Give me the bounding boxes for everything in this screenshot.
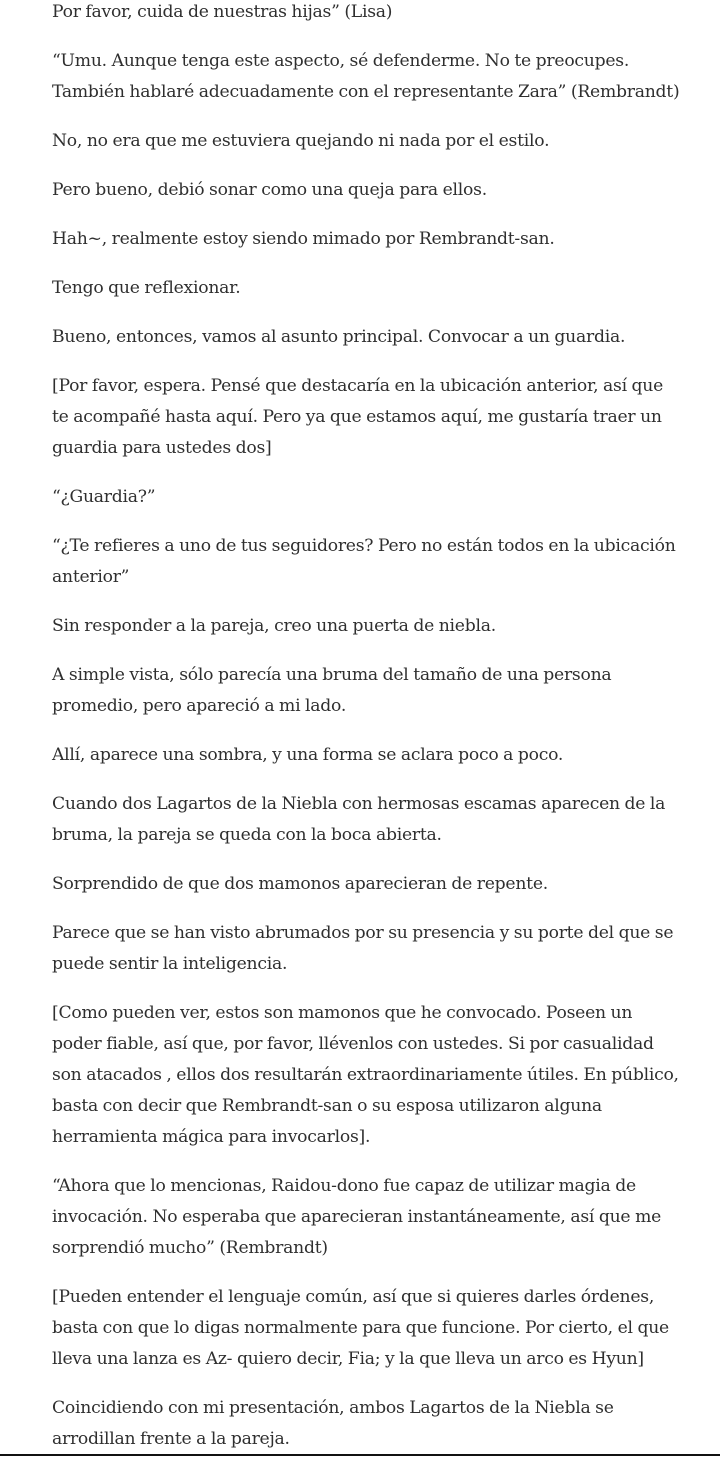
paragraph: A simple vista, sólo parecía una bruma del tamaño de una persona promedio, pero apareció a mi lado.	[52, 665, 612, 716]
paragraph: No, no era que me estuviera quejando ni nada por el estilo.	[52, 131, 550, 151]
paragraph: Bueno, entonces, vamos al asunto principal. Convocar a un guardia.	[52, 327, 626, 347]
paragraph: Sin responder a la pareja, creo una puerta de niebla.	[52, 616, 496, 636]
paragraph: “Ahora que lo mencionas, Raidou-dono fue capaz de utilizar magia de invocación. No esperaba que aparecieran instantáneamente, así que me sorprendió mucho” (Rembrandt)	[52, 1176, 662, 1258]
paragraph: “¿Te refieres a uno de tus seguidores? Pero no están todos en la ubicación anterior”	[52, 536, 676, 587]
paragraph: “Umu. Aunque tenga este aspecto, sé defenderme. No te preocupes. También hablaré adecuadamente con el representante Zara” (Rembrandt)	[52, 51, 680, 102]
paragraph: [Pueden entender el lenguaje común, así que si quieres darles órdenes, basta con que lo digas normalmente para que funcione. Por cierto, el que lleva una lanza es Az- quiero decir, Fia; y la que lleva un arco es Hyun]	[52, 1287, 669, 1369]
paragraph: [Como pueden ver, estos son mamonos que he convocado. Poseen un poder fiable, así que, por favor, llévenlos con ustedes. Si por casualidad son atacados , ellos dos resultarán extraordinariamente útiles. En público, basta con decir que Rembrandt-san o su esposa utilizaron alguna herramienta mágica para invocarlos].	[52, 1003, 679, 1147]
paragraph: Pero bueno, debió sonar como una queja para ellos.	[52, 180, 487, 200]
paragraph: Sorprendido de que dos mamonos aparecieran de repente.	[52, 874, 548, 894]
paragraph: Coincidiendo con mi presentación, ambos Lagartos de la Niebla se arrodillan frente a la pareja.	[52, 1398, 614, 1449]
paragraph: Allí, aparece una sombra, y una forma se aclara poco a poco.	[52, 745, 564, 765]
paragraph: [Por favor, espera. Pensé que destacaría en la ubicación anterior, así que te acompañé hasta aquí. Pero ya que estamos aquí, me gustaría traer un guardia para ustedes dos]	[52, 376, 664, 458]
paragraph: Cuando dos Lagartos de la Niebla con hermosas escamas aparecen de la bruma, la pareja se queda con la boca abierta.	[52, 794, 666, 845]
paragraph: Hah~, realmente estoy siendo mimado por Rembrandt-san.	[52, 229, 555, 249]
paragraph: Parece que se han visto abrumados por su presencia y su porte del que se puede sentir la inteligencia.	[52, 923, 674, 974]
paragraph: Tengo que reflexionar.	[52, 278, 241, 298]
paragraph: “¿Guardia?”	[52, 487, 156, 507]
paragraph: Por favor, cuida de nuestras hijas” (Lisa)	[52, 2, 393, 22]
article-body	[52, 0, 680, 1473]
